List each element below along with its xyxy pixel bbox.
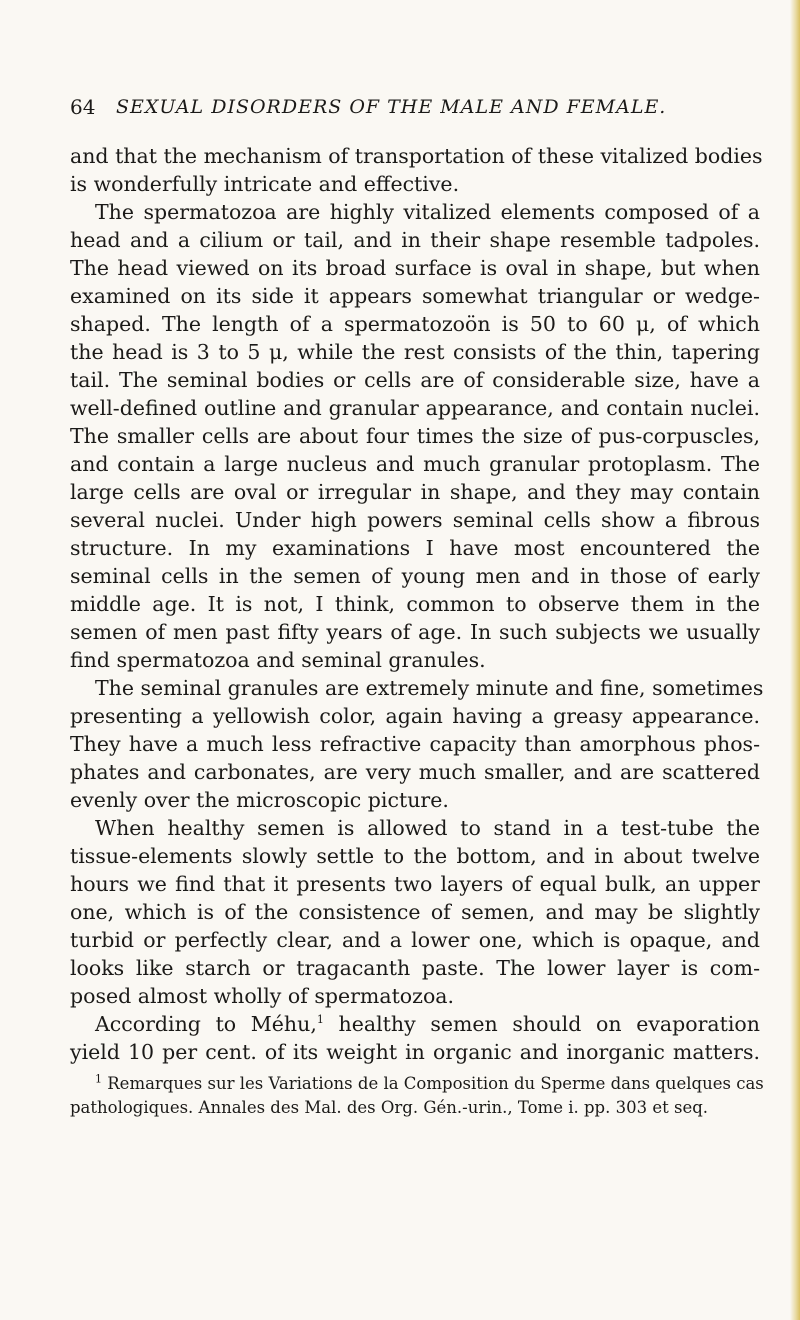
text-line: evenly over the microscopic picture. [70,788,449,812]
running-title: SEXUAL DISORDERS OF THE MALE AND FEMALE. [116,96,667,118]
text-line: shaped. The length of a spermatozoön is 50 to 60 μ, of which [70,312,760,336]
text-line: find spermatozoa and seminal granules. [70,648,486,672]
text-line: tissue-elements slowly settle to the bottom, and in about twelve [70,844,760,868]
footnote-reference: 1 [316,1013,324,1027]
footnote-line [95,1072,764,1096]
text-line [95,1010,760,1038]
text-line: phates and carbonates, are very much smaller, and are scattered [70,760,760,784]
text-line: The spermatozoa are highly vitalized elements composed of a [95,200,760,224]
text-line-end: healthy semen should on evaporation [338,1012,760,1036]
text-line: structure. In my examinations I have most encountered the [70,536,760,560]
text-line: middle age. It is not, I think, common to observe them in the [70,592,760,616]
text-line: the head is 3 to 5 μ, while the rest consists of the thin, tapering [70,340,760,364]
text-line: tail. The seminal bodies or cells are of considerable size, have a [70,368,760,392]
text-line: well-defined outline and granular appearance, and contain nuclei. [70,396,760,420]
text-line: and contain a large nucleus and much granular protoplasm. The [70,452,760,476]
text-line: The seminal granules are extremely minute and fine, sometimes [95,676,764,700]
text-line: examined on its side it appears somewhat triangular or wedge- [70,284,760,308]
page-edge-shadow [790,0,800,1320]
text-line: several nuclei. Under high powers seminal cells show a fibrous [70,508,760,532]
text-line-start: According to Méhu, [95,1012,317,1036]
text-line: The head viewed on its broad surface is oval in shape, but when [70,256,760,280]
text-line: head and a cilium or tail, and in their shape resemble tadpoles. [70,228,760,252]
text-line: large cells are oval or irregular in shape, and they may contain [70,480,760,504]
text-line: presenting a yellowish color, again having a greasy appearance. [70,704,760,728]
text-line: turbid or perfectly clear, and a lower one, which is opaque, and [70,928,760,952]
text-line: They have a much less refractive capacity than amorphous phos- [70,732,760,756]
text-line: is wonderfully intricate and effective. [70,172,460,196]
footnote-line: pathologiques. Annales des Mal. des Org. Gén.-urin., Tome i. pp. 303 et seq. [70,1098,709,1117]
footnote-text: Remarques sur les Variations de la Composition du Sperme dans quelques cas [107,1074,764,1093]
page-number: 64 [70,95,96,119]
text-line: and that the mechanism of transportation of these vitalized bodies [70,144,763,168]
text-line: looks like starch or tragacanth paste. The lower layer is com- [70,956,760,980]
text-line: yield 10 per cent. of its weight in organic and inorganic matters. [70,1040,760,1064]
text-line: seminal cells in the semen of young men and in those of early [70,564,760,588]
footnote-marker: 1 [95,1072,102,1086]
text-line: posed almost wholly of spermatozoa. [70,984,455,1008]
text-line: one, which is of the consistence of semen, and may be slightly [70,900,760,924]
text-line: When healthy semen is allowed to stand in a test-tube the [95,816,760,840]
text-line: The smaller cells are about four times the size of pus-corpuscles, [70,424,760,448]
text-line: hours we find that it presents two layers of equal bulk, an upper [70,872,760,896]
running-header [70,93,760,121]
text-line: semen of men past fifty years of age. In such subjects we usually [70,620,760,644]
